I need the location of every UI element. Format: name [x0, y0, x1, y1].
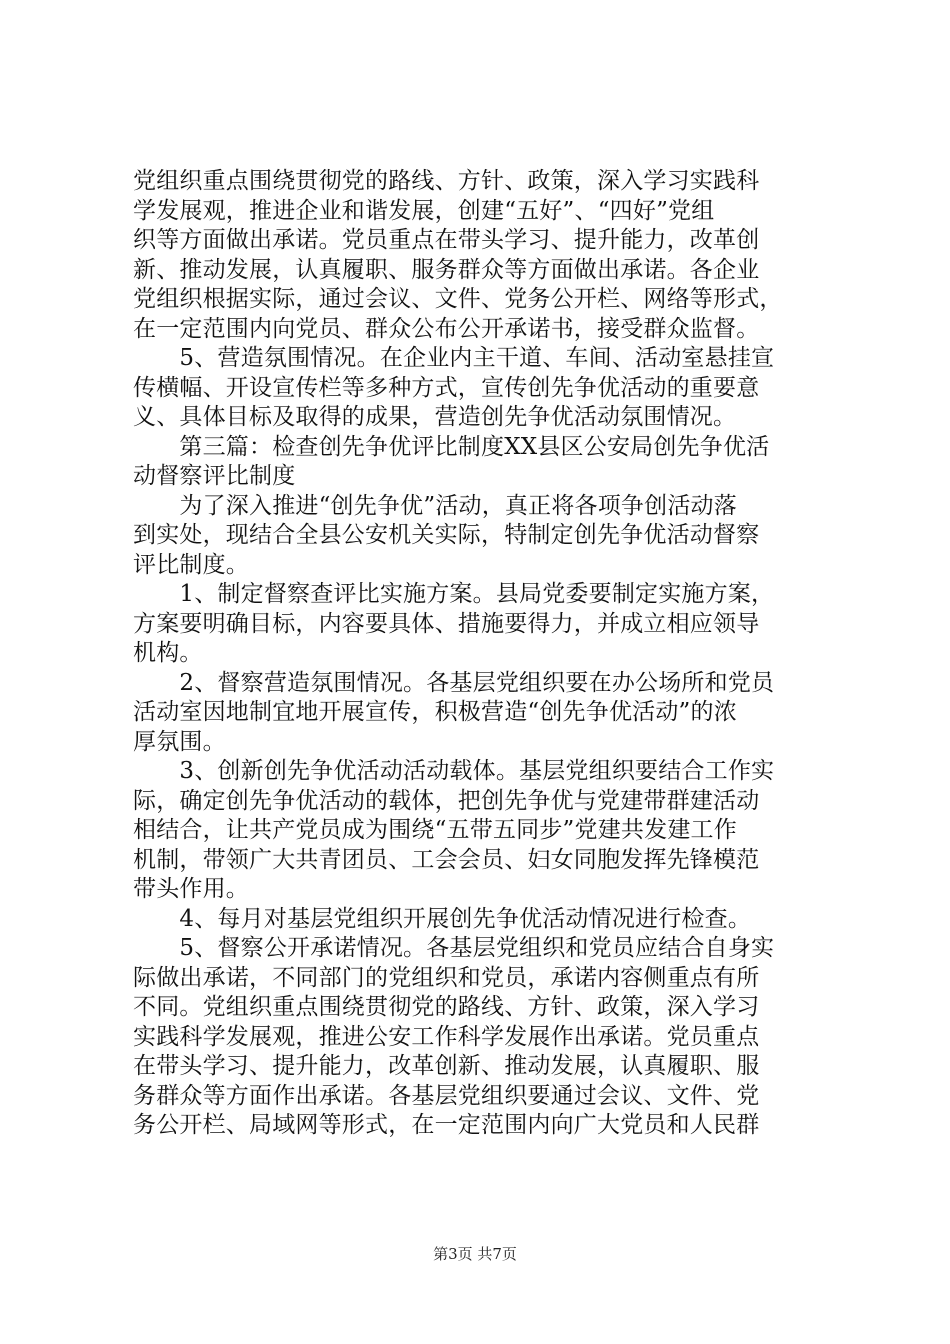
- text-line: 务公开栏、局域网等形式，在一定范围内向广大党员和人民群: [133, 1112, 760, 1138]
- text-line: 际，确定创先争优活动的载体，把创先争优与党建带群建活动: [133, 787, 760, 814]
- text-line: 5、督察公开承诺情况。各基层党组织和党员应结合自身实: [133, 935, 775, 961]
- text-line: 为了深入推进“创先争优”活动，真正将各项争创活动落: [133, 492, 737, 519]
- text-line: 在带头学习、提升能力，改革创新、推动发展，认真履职、服: [133, 1053, 760, 1079]
- text-line: 相结合，让共产党员成为围绕“五带五同步”党建共发建工作: [133, 817, 737, 843]
- text-line: 方案要明确目标，内容要具体、措施要得力，并成立相应领导: [133, 610, 760, 637]
- text-line: 5、营造氛围情况。在企业内主干道、车间、活动室悬挂宣: [133, 345, 775, 371]
- text-line: 机制，带领广大共青团员、工会会员、妇女同胞发挥先锋模范: [133, 846, 760, 873]
- text-line: 第三篇：检查创先争优评比制度XX县区公安局创先争优活: [133, 433, 770, 460]
- text-line: 实践科学发展观，推进公安工作科学发展作出承诺。党员重点: [133, 1023, 760, 1050]
- text-line: 4、每月对基层党组织开展创先争优活动情况进行检查。: [133, 905, 752, 932]
- text-line: 际做出承诺，不同部门的党组织和党员，承诺内容侧重点有所: [133, 964, 760, 991]
- text-line: 义、具体目标及取得的成果，营造创先争优活动氛围情况。: [133, 404, 737, 430]
- text-line: 3、创新创先争优活动活动载体。基层党组织要结合工作实: [133, 758, 775, 784]
- text-line: 活动室因地制宜地开展宣传，积极营造“创先争优活动”的浓: [133, 699, 737, 725]
- text-line: 务群众等方面作出承诺。各基层党组织要通过会议、文件、党: [133, 1082, 760, 1109]
- page-footer: 第3页 共7页: [433, 1245, 517, 1263]
- text-line: 带头作用。: [133, 876, 249, 902]
- text-line: 在一定范围内向党员、群众公布公开承诺书，接受群众监督。: [133, 315, 760, 342]
- text-line: 党组织根据实际，通过会议、文件、党务公开栏、网络等形式，: [133, 286, 783, 312]
- text-line: 厚氛围。: [133, 728, 226, 755]
- text-line: 织等方面做出承诺。党员重点在带头学习、提升能力，改革创: [133, 227, 760, 253]
- text-line: 评比制度。: [133, 551, 249, 578]
- text-line: 学发展观，推进企业和谐发展，创建“五好”、“四好”党组: [133, 197, 715, 224]
- text-line: 动督察评比制度: [133, 463, 296, 489]
- text-line: 到实处，现结合全县公安机关实际，特制定创先争优活动督察: [133, 522, 760, 548]
- text-line: 2、督察营造氛围情况。各基层党组织要在办公场所和党员: [133, 669, 775, 696]
- text-line: 1、制定督察查评比实施方案。县局党委要制定实施方案，: [133, 581, 775, 607]
- text-line: 党组织重点围绕贯彻党的路线、方针、政策，深入学习实践科: [133, 168, 760, 194]
- text-line: 传横幅、开设宣传栏等多种方式，宣传创先争优活动的重要意: [133, 374, 760, 401]
- text-line: 机构。: [133, 640, 203, 666]
- text-line: 不同。党组织重点围绕贯彻党的路线、方针、政策，深入学习: [133, 994, 760, 1020]
- text-line: 新、推动发展，认真履职、服务群众等方面做出承诺。各企业: [133, 256, 760, 283]
- document-body: [133, 167, 833, 1141]
